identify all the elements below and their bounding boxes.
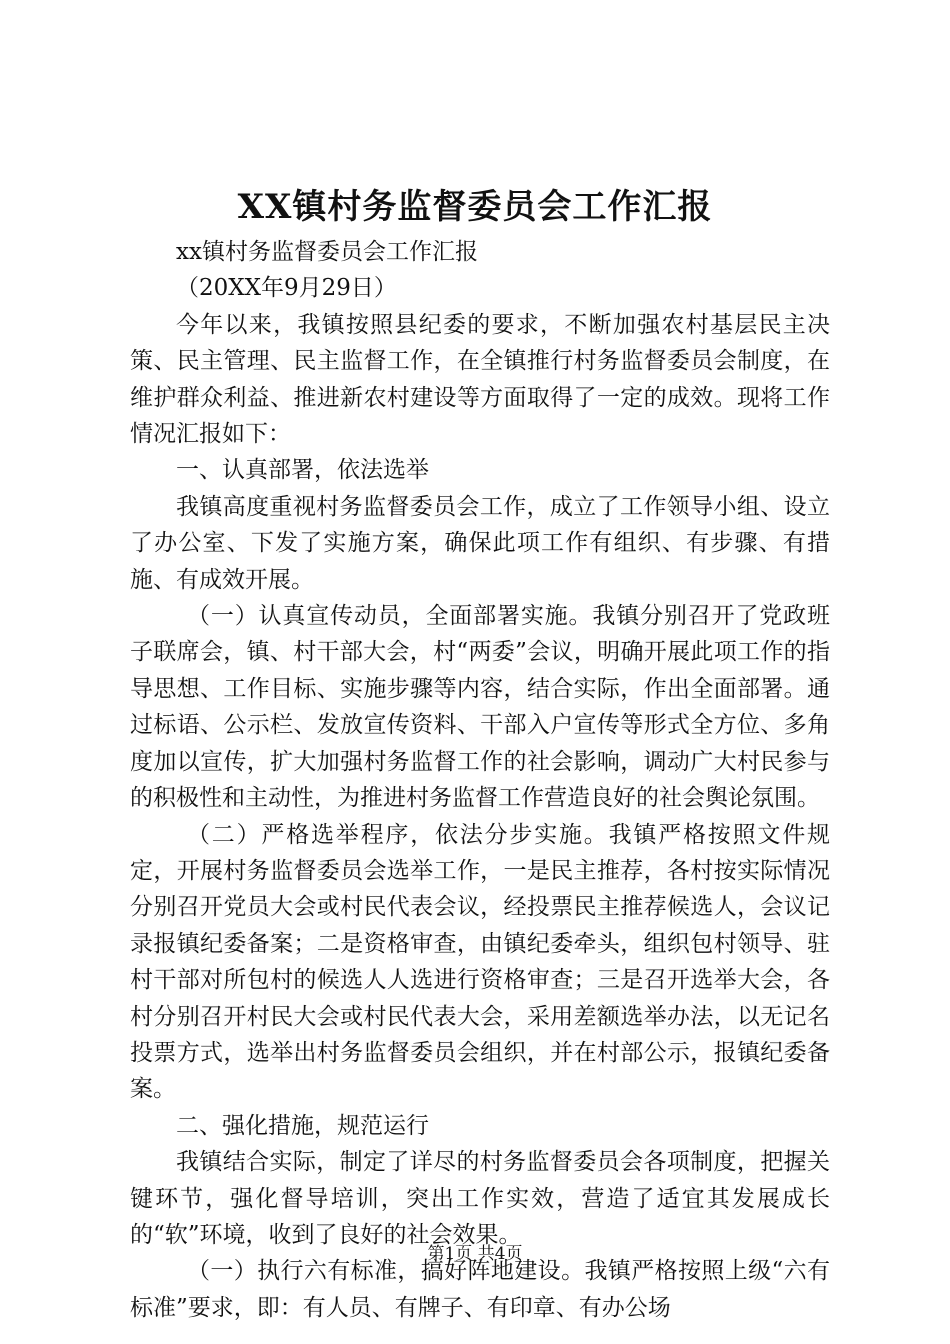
document-title: XX镇村务监督委员会工作汇报	[237, 187, 713, 227]
paragraph-intro: 今年以来，我镇按照县纪委的要求，不断加强农村基层民主决策、民主管理、民主监督工作，在全镇推行村务监督委员会制度，在维护群众利益、推进新农村建设等方面取得了一定的成效。现将工作情况汇报如下：	[130, 311, 830, 448]
paragraph-section-2-item-1: （一）执行六有标准，搞好阵地建设。我镇严格按照上级“六有标准”要求，即：有人员、有牌子、有印章、有办公场	[130, 1258, 830, 1321]
page-number-footer: 第1页 共4页	[427, 1244, 523, 1264]
document-subtitle: xx镇村务监督委员会工作汇报	[176, 239, 478, 265]
paragraph-section-2: 我镇结合实际，制定了详尽的村务监督委员会各项制度，把握关键环节，强化督导培训，突出工作实效，营造了适宜其发展成长的“软”环境，收到了良好的社会效果。	[130, 1149, 830, 1248]
paragraph-section-1-item-2: （二）严格选举程序，依法分步实施。我镇严格按照文件规定，开展村务监督委员会选举工作，一是民主推荐，各村按实际情况分别召开党员大会或村民代表会议，经投票民主推荐候选人，会议记录报镇纪委备案；二是资格审查，由镇纪委牵头，组织包村领导、驻村干部对所包村的候选人人选进行资格审查；三是召开选举大会，各村分别召开村民大会或村民代表大会，采用差额选举办法，以无记名投票方式，选举出村务监督委员会组织，并在村部公示，报镇纪委备案。	[130, 821, 830, 1103]
document-body	[130, 234, 830, 1326]
section-heading-2: 二、强化措施，规范运行	[176, 1112, 429, 1139]
paragraph-section-1-item-1: （一）认真宣传动员，全面部署实施。我镇分别召开了党政班子联席会，镇、村干部大会，村“两委”会议，明确开展此项工作的指导思想、工作目标、实施步骤等内容，结合实际，作出全面部署。通过标语、公示栏、发放宣传资料、干部入户宣传等形式全方位、多角度加以宣传，扩大加强村务监督工作的社会影响，调动广大村民参与的积极性和主动性，为推进村务监督工作营造良好的社会舆论氛围。	[130, 603, 830, 812]
document-date: （20XX年9月29日）	[176, 275, 397, 302]
section-heading-1: 一、认真部署，依法选举	[176, 457, 429, 484]
paragraph-section-1: 我镇高度重视村务监督委员会工作，成立了工作领导小组、设立了办公室、下发了实施方案，确保此项工作有组织、有步骤、有措施、有成效开展。	[130, 493, 830, 593]
